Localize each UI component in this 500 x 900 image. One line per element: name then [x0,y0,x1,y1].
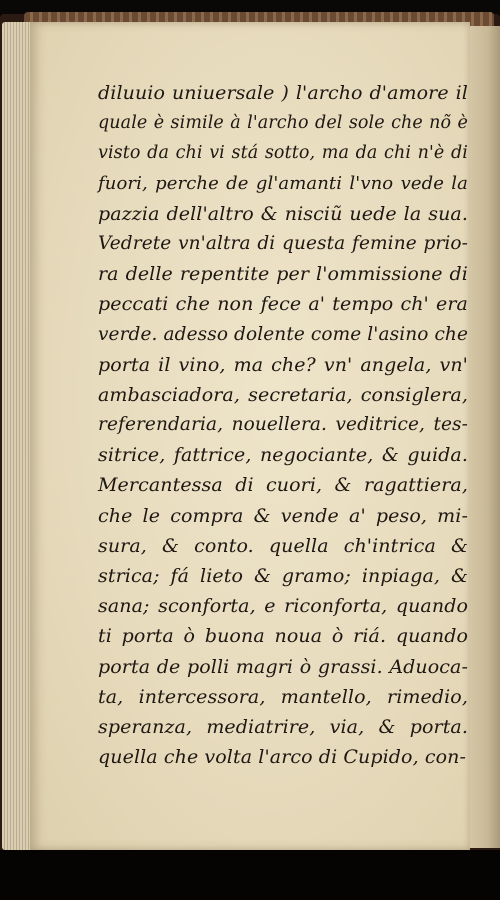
text-line: sitrice, fattrice, negociante, & guida. [98,444,468,467]
page-edge-right [466,26,500,848]
text-line: visto da chi vi stá sotto, ma da chi n'è di [98,143,468,164]
text-line: fuori, perche de gl'amanti l'vno vede la [98,172,468,194]
text-line: Vedrete vn'altra di questa femine prio- [98,232,468,254]
text-line: ra delle repentite per l'ommissione di [98,263,468,286]
text-line: referendaria, nouellera. veditrice, tes- [98,414,468,436]
text-line: ambasciadora, secretaria, consiglera, [98,383,468,406]
text-line: peccati che non fece a' tempo ch' era [98,293,468,316]
text-line: ti porta ò buona noua ò riá. quando [98,625,468,648]
text-line: speranza, mediatrire, via, & porta. [98,715,468,738]
page-edges-left [2,22,32,850]
background-shadow [0,850,500,900]
text-line: pazzia dell'altro & nisciũ uede la sua. [98,202,468,225]
text-line: quella che volta l'arco di Cupido, con- [98,746,467,769]
text-line: Mercantessa di cuori, & ragattiera, [98,474,468,497]
text-line: porta il vino, ma che? vn' angela, vn' [98,353,468,376]
text-line: porta de polli magri ò grassi. Aduoca- [98,655,468,678]
page-text [98,78,468,772]
text-line: quale è simile à l'archo del sole che nõ è [98,113,468,134]
text-line: verde. adesso dolente come l'asino che [98,323,468,345]
text-line: sura, & conto. quella ch'intrica & [98,534,468,557]
text-line: sana; sconforta, e riconforta, quando [98,595,468,618]
text-line: che le compra & vende a' peso, mi- [98,504,468,527]
text-line: strica; fá lieto & gramo; inpiaga, & [98,565,468,587]
text-line: ta, intercessora, mantello, rimedio, [98,685,468,708]
text-line: diluuio uniuersale ) l'archo d'amore il [98,82,468,104]
